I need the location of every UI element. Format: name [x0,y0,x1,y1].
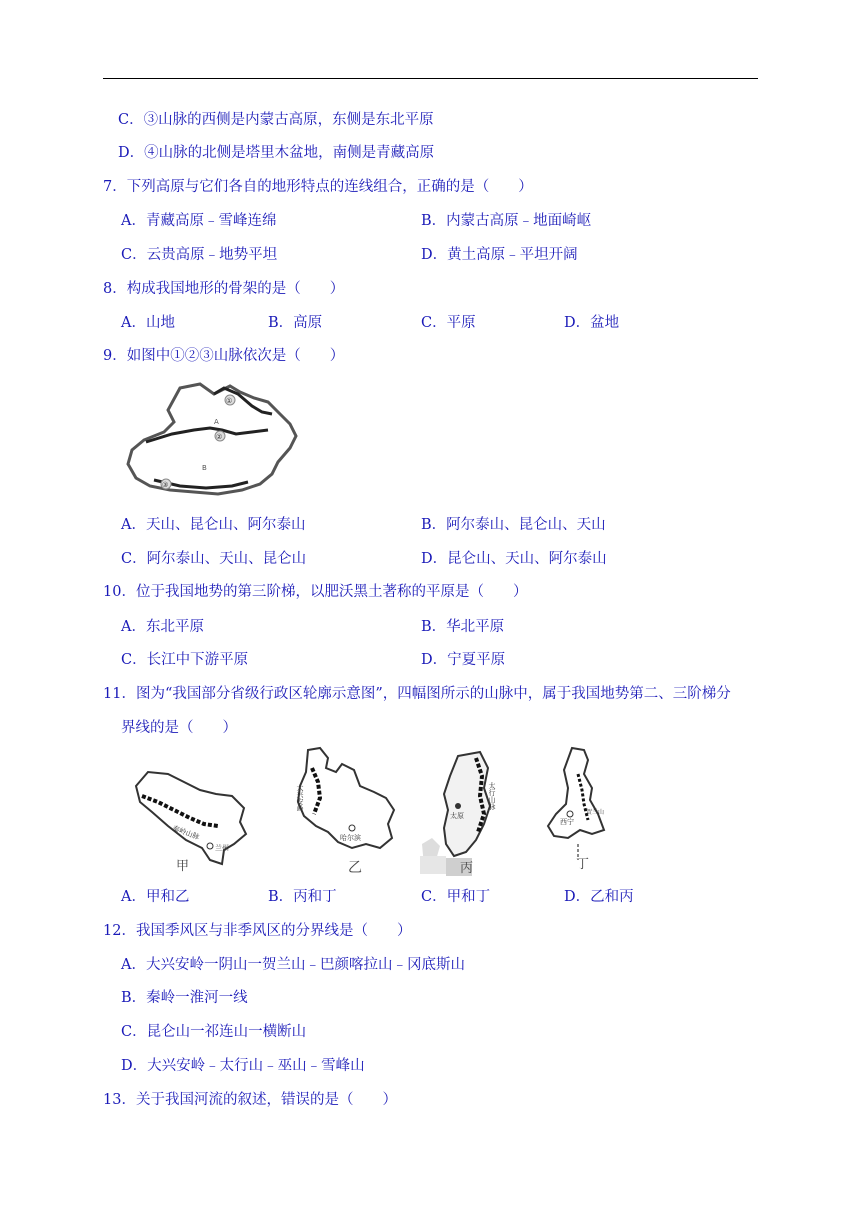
map-mark-b: B [202,464,207,472]
yi-label: 乙 [348,860,362,876]
q11-option-d: D．乙和丙 [564,889,634,905]
q8-stem: 8．构成我国地形的骨架的是（ ） [103,281,345,297]
jia-label: 甲 [176,859,190,874]
q10-option-c: C．长江中下游平原 [121,652,249,668]
q12-option-a: A．大兴安岭一阴山一贺兰山﹣巴颜喀拉山﹣冈底斯山 [121,957,465,973]
q12-option-c: C．昆仑山一祁连山一横断山 [121,1024,307,1040]
q8-option-b: B．高原 [268,315,323,331]
province-map-bing [418,748,518,878]
q9-stem: 9．如图中①②③山脉依次是（ ） [103,348,345,364]
q10-option-b: B．华北平原 [421,619,505,635]
q9-option-a: A．天山、昆仑山、阿尔泰山 [121,517,306,533]
q7-stem: 7．下列高原与它们各自的地形特点的连线组合，正确的是（ ） [103,179,533,195]
ding-range-label: 贺兰山 [586,809,605,816]
map-mark-1: ① [226,397,233,405]
province-map-ding [540,744,620,874]
ding-city-label: 西宁 [560,818,574,826]
bing-city-label: 太原 [450,812,464,820]
q11-option-c: C．甲和丁 [421,889,491,905]
jia-range-label: 秦岭山脉 [171,824,201,842]
q8-option-a: A．山地 [121,315,175,331]
q7-option-a: A．青藏高原﹣雪峰连绵 [121,213,277,229]
q7-option-c: C．云贵高原﹣地势平坦 [121,247,278,263]
q6-option-d: D．④山脉的北侧是塔里木盆地，南侧是青藏高原 [118,145,435,161]
q10-stem: 10．位于我国地势的第三阶梯，以肥沃黑土著称的平原是（ ） [103,584,528,600]
bing-range-label: 太行山脉 [488,782,496,810]
q6-option-c: C．③山脉的西侧是内蒙古高原，东侧是东北平原 [118,112,434,128]
q7-option-b: B．内蒙古高原﹣地面崎岖 [421,213,592,229]
q9-option-c: C．阿尔泰山、天山、昆仑山 [121,551,307,567]
yi-range-label: 大兴安岭 [296,784,304,812]
province-map-jia [128,760,253,875]
q11-option-a: A．甲和乙 [121,889,190,905]
q8-option-c: C．平原 [421,315,476,331]
q12-stem: 12．我国季风区与非季风区的分界线是（ ） [103,923,412,939]
q9-option-d: D．昆仑山、天山、阿尔泰山 [421,551,607,567]
xinjiang-outline-map [122,378,302,503]
map-mark-a: A [214,418,219,426]
ding-label: 丁 [576,857,590,872]
q10-option-a: A．东北平原 [121,619,204,635]
q7-option-d: D．黄土高原﹣平坦开阔 [421,247,578,263]
q8-option-d: D．盆地 [564,315,620,331]
q12-option-b: B．秦岭一淮河一线 [121,990,248,1006]
q13-stem: 13．关于我国河流的叙述，错误的是（ ） [103,1092,397,1108]
map-mark-2: ② [216,433,223,441]
q11-stem-line1: 11．图为“我国部分省级行政区轮廓示意图”，四幅图所示的山脉中，属于我国地势第二、三阶梯分 [103,686,731,702]
jia-city-label: 兰州 [215,844,229,852]
q9-option-b: B．阿尔泰山、昆仑山、天山 [421,517,606,533]
q11-stem-line2: 界线的是（ ） [121,720,237,736]
yi-city-label: 哈尔滨 [340,834,361,842]
map-mark-3: ③ [162,481,169,489]
q10-option-d: D．宁夏平原 [421,652,506,668]
header-rule [103,78,758,79]
province-map-yi [288,744,403,879]
q11-option-b: B．丙和丁 [268,889,337,905]
bing-label: 丙 [460,861,474,876]
q12-option-d: D．大兴安岭﹣太行山﹣巫山﹣雪峰山 [121,1058,365,1074]
